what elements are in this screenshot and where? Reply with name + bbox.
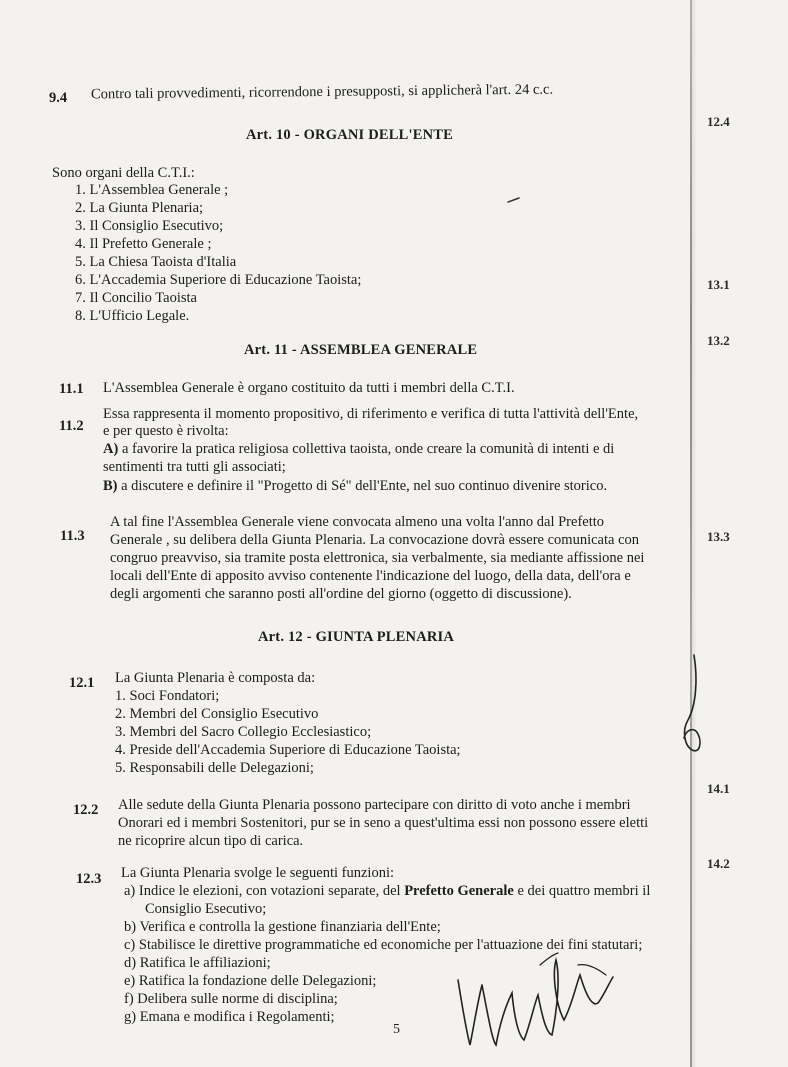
subsection-a xyxy=(103,440,614,458)
article-title: Art. 12 - GIUNTA PLENARIA xyxy=(258,629,455,645)
signature-edge xyxy=(676,650,706,770)
signature-bottom xyxy=(448,945,628,1060)
article-title: Art. 11 - ASSEMBLEA GENERALE xyxy=(244,342,478,358)
section-line: sentimenti tra tutti gli associati; xyxy=(103,459,286,475)
list-item: 3. Membri del Sacro Collegio Ecclesiastico; xyxy=(115,724,372,740)
item-text: a) Indice le elezioni, con votazioni separate, del xyxy=(124,883,405,899)
section-number: 9.4 xyxy=(49,90,68,106)
list-item: c) Stabilisce le direttive programmatiche ed economiche per l'attuazione dei fini statutari; xyxy=(124,937,643,953)
list-item: 3. Il Consiglio Esecutivo; xyxy=(75,218,224,234)
page-number: 5 xyxy=(393,1022,400,1037)
list-item: b) Verifica e controlla la gestione finanziaria dell'Ente; xyxy=(124,919,441,935)
section-line: A tal fine l'Assemblea Generale viene convocata almeno una volta l'anno dal Prefetto xyxy=(110,514,605,530)
list-item-continuation: Consiglio Esecutivo; xyxy=(145,901,267,917)
section-line: e per questo è rivolta: xyxy=(103,423,229,439)
list-item: d) Ratifica le affiliazioni; xyxy=(124,955,271,971)
list-item: 5. Responsabili delle Delegazioni; xyxy=(115,760,314,776)
subsection-label: B) xyxy=(103,478,118,494)
list-item: f) Delibera sulle norme di disciplina; xyxy=(124,991,338,1007)
stray-mark xyxy=(507,196,521,204)
list-item xyxy=(124,882,650,900)
list-item: g) Emana e modifica i Regolamenti; xyxy=(124,1009,335,1025)
list-intro: Sono organi della C.T.I.: xyxy=(52,165,195,181)
section-number: 11.1 xyxy=(59,381,84,397)
subsection-b xyxy=(103,477,607,495)
section-number: 12.1 xyxy=(69,675,95,691)
section-line: degli argomenti che saranno posti all'ordine del giorno (oggetto di discussione). xyxy=(110,586,572,602)
list-item: 2. La Giunta Plenaria; xyxy=(75,200,204,216)
section-line: Onorari ed i membri Sostenitori, pur se in seno a quest'ultima essi non possono essere eletti xyxy=(118,815,649,831)
margin-note: 13.2 xyxy=(707,333,730,348)
section-line: Alle sedute della Giunta Plenaria possono partecipare con diritto di voto anche i membri xyxy=(118,797,631,813)
item-text: e dei quattro membri il xyxy=(513,883,651,899)
section-line: ne ricoprire alcun tipo di carica. xyxy=(118,833,304,849)
binder-shadow xyxy=(692,0,697,1067)
list-intro: La Giunta Plenaria è composta da: xyxy=(115,670,316,686)
list-intro: La Giunta Plenaria svolge le seguenti funzioni: xyxy=(121,865,395,881)
list-item: 5. La Chiesa Taoista d'Italia xyxy=(75,254,237,270)
margin-note: 12.4 xyxy=(707,114,730,129)
article-title: Art. 10 - ORGANI DELL'ENTE xyxy=(246,127,454,143)
list-item: 2. Membri del Consiglio Esecutivo xyxy=(115,706,319,722)
subsection-text: a discutere e definire il "Progetto di Sé" dell'Ente, nel suo continuo divenire storico. xyxy=(121,478,608,494)
section-number: 11.3 xyxy=(60,528,85,544)
section-text: Contro tali provvedimenti, ricorrendone i presupposti, si applicherà l'art. 24 c.c. xyxy=(90,81,554,103)
margin-note: 13.1 xyxy=(707,277,730,292)
list-item: 4. Il Prefetto Generale ; xyxy=(75,236,212,252)
list-item: 1. Soci Fondatori; xyxy=(115,688,220,704)
section-number: 12.3 xyxy=(76,871,102,887)
section-number: 12.2 xyxy=(73,802,99,818)
list-item: 7. Il Concilio Taoista xyxy=(75,290,197,306)
subsection-label: A) xyxy=(103,441,119,457)
section-text: L'Assemblea Generale è organo costituito da tutti i membri della C.T.I. xyxy=(103,380,515,396)
section-line: Generale , su delibera della Giunta Plenaria. La convocazione dovrà essere comunicata con xyxy=(110,532,640,548)
section-line: locali dell'Ente di apposito avviso contenente l'indicazione del luogo, della data, dell'ora e xyxy=(110,568,631,584)
margin-note: 14.1 xyxy=(707,781,730,796)
list-item: 8. L'Ufficio Legale. xyxy=(75,308,190,324)
list-item: 1. L'Assemblea Generale ; xyxy=(75,182,229,198)
margin-note: 14.2 xyxy=(707,856,730,871)
list-item: 6. L'Accademia Superiore di Educazione Taoista; xyxy=(75,272,362,288)
section-line: Essa rappresenta il momento propositivo, di riferimento e verifica di tutta l'attività dell'Ente, xyxy=(103,406,639,422)
list-item: e) Ratifica la fondazione delle Delegazioni; xyxy=(124,973,377,989)
list-item: 4. Preside dell'Accademia Superiore di Educazione Taoista; xyxy=(115,742,461,758)
item-emphasis: Prefetto Generale xyxy=(404,883,514,899)
subsection-text: a favorire la pratica religiosa collettiva taoista, onde creare la comunità di intenti e di xyxy=(121,441,615,457)
section-number: 11.2 xyxy=(59,418,84,434)
margin-note: 13.3 xyxy=(707,529,730,544)
section-line: congruo preavviso, sia tramite posta elettronica, sia verbalmente, sia mediante affissione nei xyxy=(110,550,645,566)
